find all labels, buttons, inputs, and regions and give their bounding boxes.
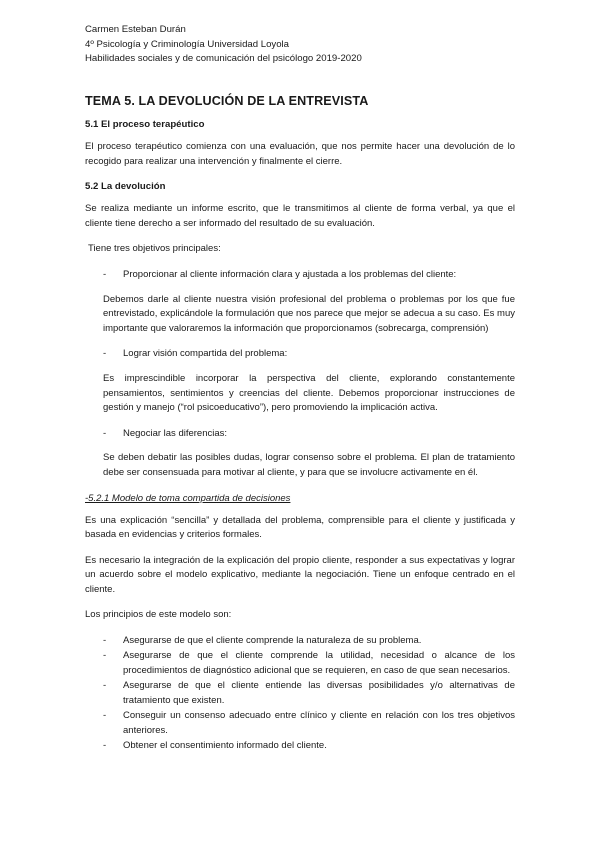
- list-item: - Asegurarse de que el cliente comprende la utilidad, necesidad o alcance de los procedimientos de diagnóstico adicional que se requieren, en caso de que sean necesarios.: [103, 649, 515, 678]
- list-item: - Conseguir un consenso adecuado entre clínico y cliente en relación con los tres objetivos anteriores.: [103, 709, 515, 738]
- bullet-dash: -: [103, 710, 107, 722]
- bullet-dash: -: [103, 739, 107, 751]
- page-header: [85, 23, 362, 67]
- bullet-dash: -: [103, 635, 107, 647]
- document-title: TEMA 5. LA DEVOLUCIÓN DE LA ENTREVISTA: [85, 94, 369, 108]
- document-body: [85, 118, 515, 754]
- subsection-heading-modelo: -5.2.1 Modelo de toma compartida de decisiones: [85, 492, 291, 504]
- paragraph-modelo-2: Es necesario la integración de la explicación del propio cliente, responder a sus expectativas y lograr un acuerdo sobre el modelo explicativo, mediante la negociación. Tiene un enfoque centrado en el cliente.: [85, 554, 515, 595]
- objective-label: Lograr visión compartida del problema:: [123, 348, 288, 360]
- bullet-dash: -: [103, 680, 107, 692]
- objectives-intro: Tiene tres objetivos principales:: [88, 243, 221, 255]
- list-item: - Asegurarse de que el cliente entiende las diversas posibilidades y/o alternativas de tratamiento que existen.: [103, 679, 515, 708]
- objective-label: Proporcionar al cliente información clara y ajustada a los problemas del cliente:: [123, 268, 457, 280]
- bullet-dash: -: [103, 427, 107, 439]
- objective-item: [103, 427, 515, 442]
- bullet-dash: -: [103, 348, 107, 360]
- objective-item: [103, 347, 515, 362]
- bullet-dash: -: [103, 268, 107, 280]
- subject-line: Habilidades sociales y de comunicación del psicólogo 2019-2020: [85, 53, 362, 64]
- section-heading-devolucion: 5.2 La devolución: [85, 181, 166, 193]
- course-line: 4º Psicología y Criminología Universidad Loyola: [85, 38, 290, 50]
- principles-list: [85, 634, 515, 753]
- objective-detail: Se deben debatir las posibles dudas, lograr consenso sobre el problema. El plan de tratamiento debe ser consensuada para motivar al cliente, y para que se involucre activamente en él.: [103, 452, 515, 478]
- objective-detail: Debemos darle al cliente nuestra visión profesional del problema o problemas por los que fue entrevistado, explicándole la formulación que nos parece que mejor se adecua a su caso. Es muy importante que valoraremos la información que proporcionamos (sobrecarga, comprensión): [103, 293, 515, 334]
- paragraph-proceso: El proceso terapéutico comienza con una evaluación, que nos permite hacer una devolución de lo recogido para realizar una intervención y finalmente el cierre.: [85, 141, 515, 167]
- objective-detail: Es imprescindible incorporar la perspectiva del cliente, explorando constantemente pensamientos, sentimientos y creencias del cliente. Debemos proporcionar instrucciones de gestión y manejo (“rol psicoeducativo”), pero promoviendo la implicación activa.: [103, 372, 515, 414]
- objective-item: [103, 268, 515, 283]
- author-name: Carmen Esteban Durán: [85, 24, 186, 35]
- paragraph-modelo-1: Es una explicación “sencilla” y detallada del problema, comprensible para el cliente y justificada y basada en evidencias y criterios formales.: [85, 514, 515, 541]
- section-heading-proceso: 5.1 El proceso terapéutico: [85, 119, 205, 130]
- bullet-dash: -: [103, 650, 107, 662]
- principles-intro: Los principios de este modelo son:: [85, 609, 232, 621]
- paragraph-devolucion: Se realiza mediante un informe escrito, que le transmitimos al cliente de forma verbal, ya que el cliente tiene derecho a ser informado del resultado de su evaluación.: [85, 203, 515, 229]
- list-item: - Obtener el consentimiento informado del cliente.: [103, 739, 515, 753]
- list-item: - Asegurarse de que el cliente comprende la naturaleza de su problema.: [103, 634, 515, 648]
- objective-label: Negociar las diferencias:: [123, 427, 228, 439]
